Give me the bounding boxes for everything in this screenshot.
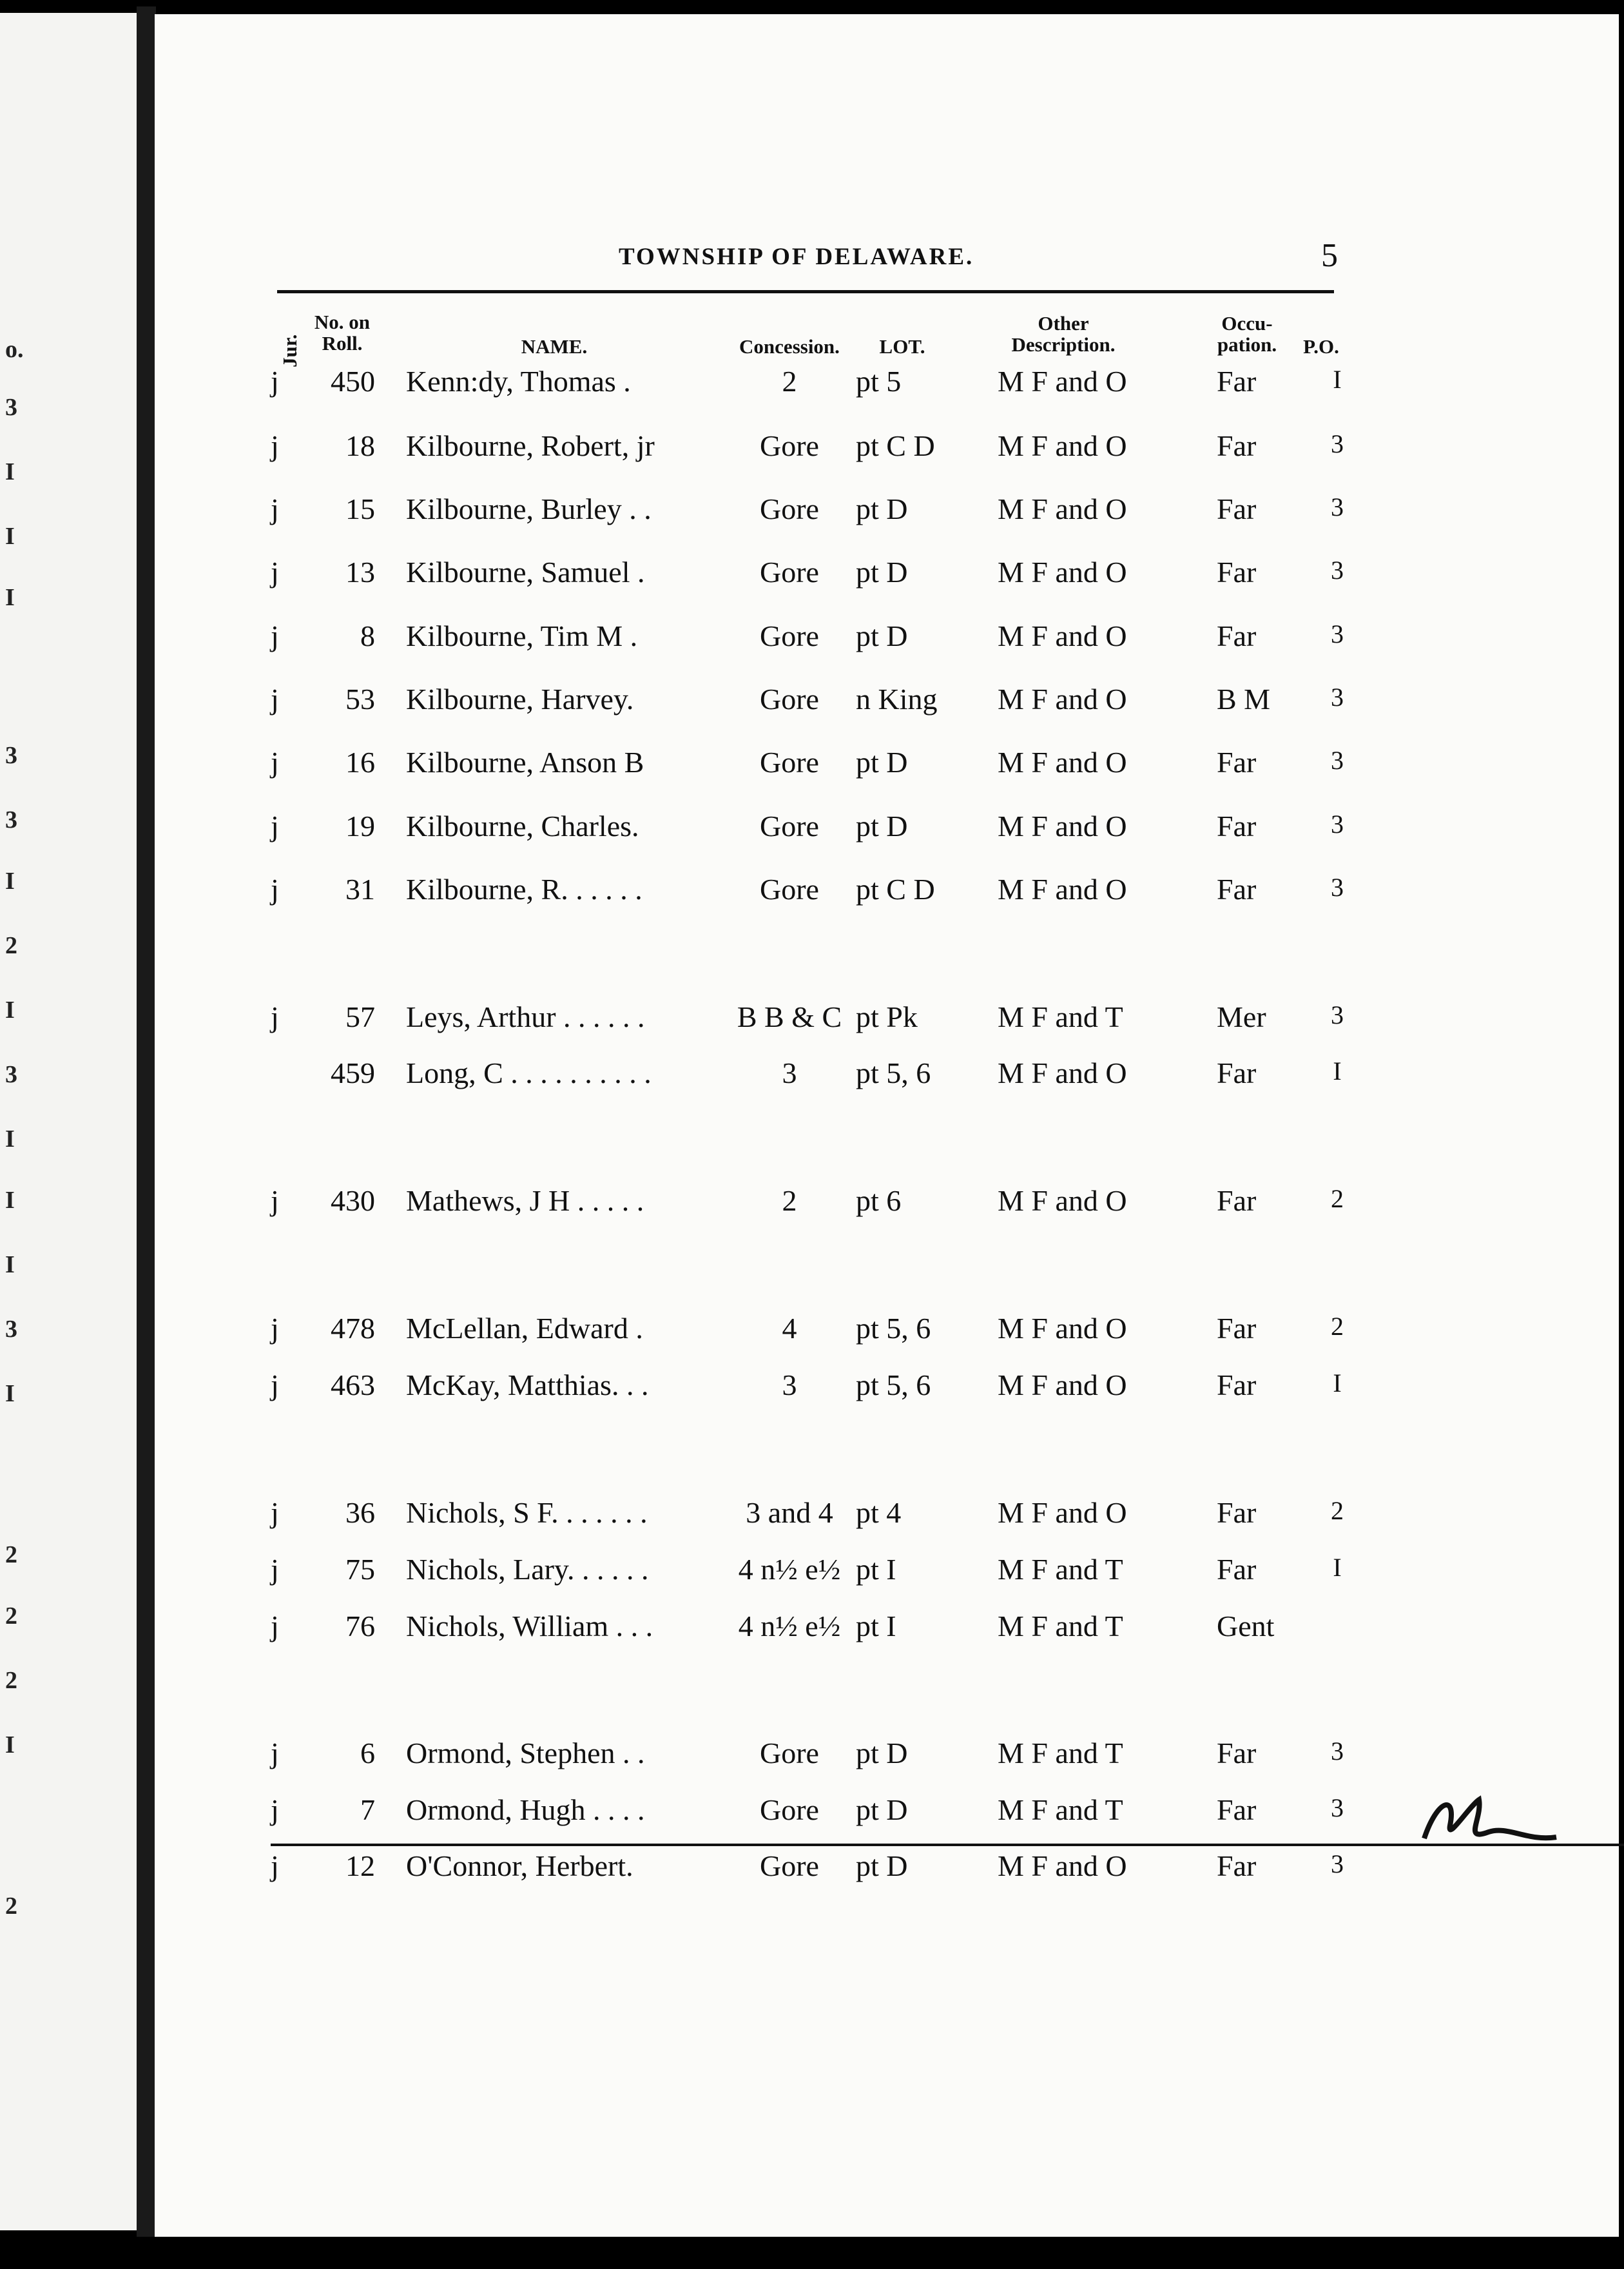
- name-cell: Nichols, William . . .: [406, 1610, 653, 1642]
- roll-header-line2: Roll.: [322, 331, 363, 355]
- concession-cell: 3: [782, 1057, 797, 1089]
- name-cell: McLellan, Edward .: [406, 1312, 643, 1345]
- column-header-jur: Jur.: [278, 334, 301, 367]
- lot-cell: pt D: [856, 1849, 908, 1882]
- concession-cell: 3: [782, 1368, 797, 1401]
- concession-cell: 4 n½ e½: [738, 1610, 841, 1642]
- concession-cell: Gore: [760, 1737, 819, 1769]
- roll-header-line1: No. on: [314, 311, 371, 333]
- lot-cell: pt D: [856, 810, 908, 842]
- description-cell: M F and O: [998, 365, 1127, 398]
- occ-header-line1: Occu-: [1221, 312, 1273, 335]
- occupation-cell: Far: [1217, 429, 1257, 462]
- jur-cell: j: [271, 873, 279, 906]
- table-row: [155, 429, 1619, 474]
- roll-number: 57: [345, 1000, 375, 1033]
- previous-page-fragment: 3: [5, 1316, 17, 1343]
- description-cell: M F and O: [998, 1312, 1127, 1345]
- table-row: [155, 1311, 1619, 1356]
- occupation-cell: Far: [1217, 1057, 1257, 1089]
- po-cell: 3: [1331, 1737, 1344, 1766]
- column-header-occupation: [1205, 313, 1289, 355]
- concession-cell: 4 n½ e½: [738, 1553, 841, 1586]
- table-row: [155, 1056, 1619, 1101]
- jur-cell: j: [271, 1553, 279, 1586]
- column-header-description: [992, 313, 1134, 355]
- roll-number: 13: [345, 556, 375, 589]
- table-row: [155, 1793, 1619, 1838]
- concession-cell: 4: [782, 1312, 797, 1345]
- table-row: [155, 619, 1619, 664]
- occupation-cell: Far: [1217, 1793, 1257, 1826]
- jur-cell: j: [271, 429, 279, 462]
- table-row: [155, 1183, 1619, 1229]
- previous-page-fragment: I: [5, 997, 15, 1024]
- page-title: TOWNSHIP OF DELAWARE.: [619, 244, 974, 270]
- po-cell: I: [1333, 1368, 1342, 1397]
- occupation-cell: Far: [1217, 746, 1257, 779]
- lot-cell: n King: [856, 683, 938, 716]
- description-cell: M F and O: [998, 556, 1127, 589]
- previous-page-fragment: 2: [5, 1667, 17, 1694]
- name-cell: Nichols, S F. . . . . . .: [406, 1496, 648, 1529]
- occupation-cell: Mer: [1217, 1000, 1266, 1033]
- occupation-cell: Far: [1217, 1184, 1257, 1217]
- po-cell: 3: [1331, 683, 1344, 712]
- jur-cell: j: [271, 1368, 279, 1401]
- document-page: [155, 14, 1619, 2237]
- roll-number: 430: [331, 1184, 375, 1217]
- table-row: [155, 1000, 1619, 1045]
- concession-cell: Gore: [760, 429, 819, 462]
- description-cell: M F and O: [998, 683, 1127, 716]
- po-cell: 3: [1331, 429, 1344, 458]
- previous-page-fragment: I: [5, 1125, 15, 1153]
- column-header-roll: [307, 312, 378, 354]
- occupation-cell: Far: [1217, 1496, 1257, 1529]
- po-cell: 3: [1331, 619, 1344, 648]
- concession-cell: Gore: [760, 492, 819, 525]
- name-cell: Long, C . . . . . . . . . .: [406, 1057, 652, 1089]
- occupation-cell: Far: [1217, 619, 1257, 652]
- lot-cell: pt 5: [856, 365, 902, 398]
- previous-page-edge: [0, 13, 142, 2230]
- previous-page-fragment: 3: [5, 742, 17, 769]
- name-cell: Kilbourne, Harvey.: [406, 683, 634, 716]
- occ-header-line2: pation.: [1217, 333, 1277, 356]
- po-cell: 3: [1331, 1000, 1344, 1029]
- concession-cell: Gore: [760, 556, 819, 589]
- occupation-cell: Gent: [1217, 1610, 1275, 1642]
- roll-number: 478: [331, 1312, 375, 1345]
- table-row: [155, 682, 1619, 727]
- previous-page-fragment: o.: [5, 336, 24, 363]
- occupation-cell: Far: [1217, 873, 1257, 906]
- name-cell: Kilbourne, R. . . . . .: [406, 873, 643, 906]
- column-header-po: P.O.: [1303, 335, 1339, 358]
- roll-number: 53: [345, 683, 375, 716]
- lot-cell: pt C D: [856, 429, 935, 462]
- concession-cell: Gore: [760, 1793, 819, 1826]
- roll-number: 12: [345, 1849, 375, 1882]
- occupation-cell: Far: [1217, 365, 1257, 398]
- roll-number: 463: [331, 1368, 375, 1401]
- occupation-cell: Far: [1217, 1849, 1257, 1882]
- po-cell: 2: [1331, 1184, 1344, 1213]
- concession-cell: 2: [782, 365, 797, 398]
- roll-number: 459: [331, 1057, 375, 1089]
- occupation-cell: Far: [1217, 810, 1257, 842]
- roll-number: 450: [331, 365, 375, 398]
- po-cell: 3: [1331, 492, 1344, 521]
- previous-page-fragment: 2: [5, 1893, 17, 1920]
- previous-page-fragment: 2: [5, 1541, 17, 1568]
- po-cell: I: [1333, 1553, 1342, 1582]
- jur-cell: j: [271, 1184, 279, 1217]
- table-row: [155, 1849, 1619, 1894]
- po-cell: 2: [1331, 1496, 1344, 1525]
- concession-cell: 2: [782, 1184, 797, 1217]
- jur-cell: j: [271, 683, 279, 716]
- lot-cell: pt 5, 6: [856, 1057, 931, 1089]
- concession-cell: Gore: [760, 683, 819, 716]
- po-cell: 2: [1331, 1312, 1344, 1341]
- concession-cell: Gore: [760, 873, 819, 906]
- occupation-cell: Far: [1217, 492, 1257, 525]
- roll-number: 19: [345, 810, 375, 842]
- lot-cell: pt D: [856, 492, 908, 525]
- previous-page-fragment: 3: [5, 1061, 17, 1088]
- previous-page-fragment: I: [5, 523, 15, 550]
- previous-page-fragment: I: [5, 868, 15, 895]
- po-cell: 3: [1331, 746, 1344, 775]
- lot-cell: pt D: [856, 1737, 908, 1769]
- description-cell: M F and O: [998, 1368, 1127, 1401]
- description-cell: M F and O: [998, 1057, 1127, 1089]
- occupation-cell: B M: [1217, 683, 1271, 716]
- name-cell: Ormond, Hugh . . . .: [406, 1793, 645, 1826]
- table-row: [155, 809, 1619, 854]
- lot-cell: pt D: [856, 619, 908, 652]
- occupation-cell: Far: [1217, 1312, 1257, 1345]
- po-cell: 3: [1331, 1793, 1344, 1822]
- name-cell: Kilbourne, Tim M .: [406, 619, 638, 652]
- lot-cell: pt D: [856, 556, 908, 589]
- jur-cell: j: [271, 746, 279, 779]
- jur-cell: j: [271, 1793, 279, 1826]
- concession-cell: 3 and 4: [746, 1496, 833, 1529]
- name-cell: Kilbourne, Charles.: [406, 810, 639, 842]
- name-cell: Leys, Arthur . . . . . .: [406, 1000, 645, 1033]
- table-row: [155, 555, 1619, 600]
- table-row: [155, 364, 1619, 409]
- description-cell: M F and T: [998, 1000, 1123, 1033]
- jur-cell: j: [271, 1000, 279, 1033]
- roll-number: 18: [345, 429, 375, 462]
- roll-number: 36: [345, 1496, 375, 1529]
- jur-cell: j: [271, 810, 279, 842]
- previous-page-fragment: 2: [5, 1602, 17, 1630]
- description-cell: M F and O: [998, 1496, 1127, 1529]
- table-row: [155, 1609, 1619, 1654]
- concession-cell: Gore: [760, 1849, 819, 1882]
- roll-number: 7: [360, 1793, 375, 1826]
- table-row: [155, 492, 1619, 537]
- concession-cell: Gore: [760, 810, 819, 842]
- lot-cell: pt 5, 6: [856, 1368, 931, 1401]
- description-cell: M F and O: [998, 1849, 1127, 1882]
- description-cell: M F and T: [998, 1793, 1123, 1826]
- previous-page-fragment: I: [5, 1731, 15, 1758]
- lot-cell: pt I: [856, 1553, 896, 1586]
- description-cell: M F and O: [998, 492, 1127, 525]
- name-cell: Kilbourne, Burley . .: [406, 492, 652, 525]
- po-cell: I: [1333, 1057, 1342, 1086]
- po-cell: I: [1333, 365, 1342, 394]
- roll-number: 31: [345, 873, 375, 906]
- description-cell: M F and T: [998, 1737, 1123, 1769]
- book-gutter: [137, 6, 156, 2237]
- po-cell: 3: [1331, 810, 1344, 839]
- jur-cell: j: [271, 1312, 279, 1345]
- jur-cell: j: [271, 1849, 279, 1882]
- name-cell: O'Connor, Herbert.: [406, 1849, 633, 1882]
- lot-cell: pt D: [856, 1793, 908, 1826]
- po-cell: 3: [1331, 556, 1344, 585]
- handwritten-mark: [1418, 1780, 1560, 1858]
- roll-number: 8: [360, 619, 375, 652]
- jur-cell: j: [271, 365, 279, 398]
- column-header-name: NAME.: [521, 335, 588, 358]
- name-cell: Kilbourne, Robert, jr: [406, 429, 655, 462]
- previous-page-fragment: I: [5, 1380, 15, 1407]
- po-cell: 3: [1331, 873, 1344, 902]
- occupation-cell: Far: [1217, 556, 1257, 589]
- po-cell: 3: [1331, 1849, 1344, 1878]
- column-header-lot: LOT.: [879, 335, 925, 358]
- column-header-concession: Concession.: [739, 335, 840, 358]
- name-cell: Kilbourne, Anson B: [406, 746, 644, 779]
- concession-cell: B B & C: [737, 1000, 842, 1033]
- name-cell: McKay, Matthias. . .: [406, 1368, 649, 1401]
- jur-cell: j: [271, 1496, 279, 1529]
- description-cell: M F and O: [998, 873, 1127, 906]
- occupation-cell: Far: [1217, 1737, 1257, 1769]
- table-row: [155, 1495, 1619, 1541]
- roll-number: 76: [345, 1610, 375, 1642]
- table-row: [155, 745, 1619, 790]
- previous-page-fragment: 3: [5, 394, 17, 421]
- concession-cell: Gore: [760, 619, 819, 652]
- description-cell: M F and T: [998, 1610, 1123, 1642]
- jur-cell: j: [271, 1737, 279, 1769]
- previous-page-fragment: I: [5, 1251, 15, 1278]
- name-cell: Ormond, Stephen . .: [406, 1737, 645, 1769]
- previous-page-fragment: 3: [5, 806, 17, 833]
- table-row: [155, 1552, 1619, 1597]
- description-cell: M F and O: [998, 1184, 1127, 1217]
- jur-cell: j: [271, 619, 279, 652]
- name-cell: Mathews, J H . . . . .: [406, 1184, 644, 1217]
- roll-number: 75: [345, 1553, 375, 1586]
- jur-cell: j: [271, 1610, 279, 1642]
- lot-cell: pt I: [856, 1610, 896, 1642]
- lot-cell: pt 6: [856, 1184, 902, 1217]
- previous-page-fragment: 2: [5, 932, 17, 959]
- lot-cell: pt 5, 6: [856, 1312, 931, 1345]
- concession-cell: Gore: [760, 746, 819, 779]
- name-cell: Kilbourne, Samuel .: [406, 556, 645, 589]
- desc-header-line2: Description.: [1011, 333, 1116, 356]
- previous-page-fragment: I: [5, 584, 15, 611]
- description-cell: M F and O: [998, 746, 1127, 779]
- description-cell: M F and O: [998, 429, 1127, 462]
- table-row: [155, 1736, 1619, 1781]
- description-cell: M F and T: [998, 1553, 1123, 1586]
- table-row: [155, 872, 1619, 917]
- roll-number: 15: [345, 492, 375, 525]
- jur-cell: j: [271, 556, 279, 589]
- name-cell: Nichols, Lary. . . . . .: [406, 1553, 649, 1586]
- page-number: 5: [1321, 237, 1338, 274]
- header-rule: [277, 290, 1334, 293]
- roll-number: 6: [360, 1737, 375, 1769]
- roll-number: 16: [345, 746, 375, 779]
- lot-cell: pt Pk: [856, 1000, 918, 1033]
- description-cell: M F and O: [998, 619, 1127, 652]
- jur-cell: j: [271, 492, 279, 525]
- occupation-cell: Far: [1217, 1553, 1257, 1586]
- name-cell: Kenn:dy, Thomas .: [406, 365, 631, 398]
- previous-page-fragment: I: [5, 1187, 15, 1214]
- lot-cell: pt 4: [856, 1496, 902, 1529]
- table-row: [155, 1368, 1619, 1413]
- occupation-cell: Far: [1217, 1368, 1257, 1401]
- previous-page-fragment: I: [5, 458, 15, 485]
- lot-cell: pt C D: [856, 873, 935, 906]
- desc-header-line1: Other: [1038, 312, 1089, 335]
- lot-cell: pt D: [856, 746, 908, 779]
- description-cell: M F and O: [998, 810, 1127, 842]
